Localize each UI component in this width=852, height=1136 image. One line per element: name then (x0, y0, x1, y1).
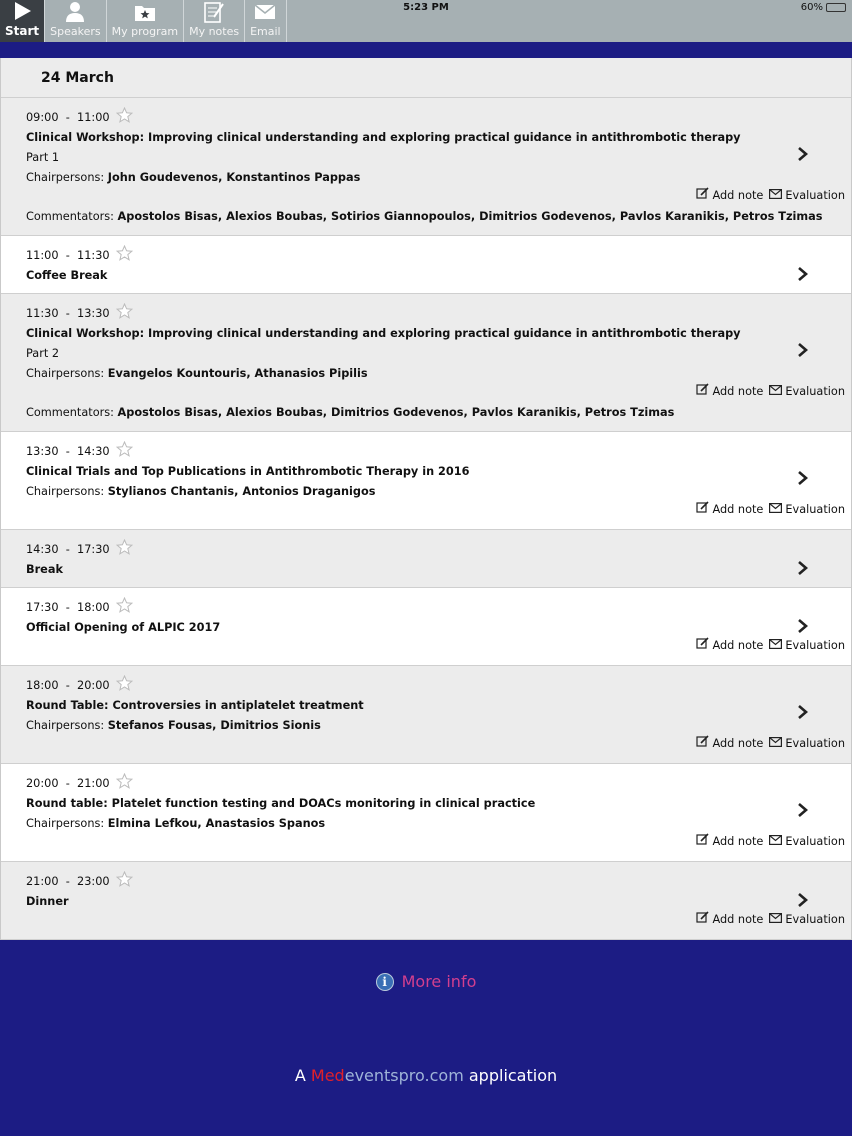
chevron-right-icon[interactable] (797, 704, 809, 720)
evaluation-label: Evaluation (785, 835, 845, 848)
edit-icon (696, 186, 709, 206)
evaluation-label: Evaluation (785, 385, 845, 398)
envelope-icon (769, 832, 782, 852)
evaluation-button[interactable] (769, 382, 845, 402)
session-start: 21:00 (26, 875, 59, 888)
envelope-icon (769, 500, 782, 520)
add-note-label: Add note (712, 835, 764, 848)
session-list (1, 98, 851, 940)
evaluation-label: Evaluation (785, 737, 845, 750)
battery-status (801, 2, 846, 13)
edit-icon (696, 832, 709, 852)
chairpersons-label: Chairpersons: (26, 817, 105, 830)
commentators-names: Apostolos Bisas, Alexios Boubas, Sotirios Giannopoulos, Dimitrios Godevenos, Pavlos Karanikis, Petros Tzimas (117, 210, 823, 223)
chairpersons-names: Evangelos Kountouris, Athanasios Pipilis (107, 367, 368, 380)
top-bar (0, 0, 852, 42)
favorite-star-icon[interactable] (116, 597, 133, 620)
session-title: Clinical Workshop: Improving clinical understanding and exploring practical guidance in antithrombotic therapy (26, 327, 741, 340)
session-part: Part 1 (26, 151, 60, 164)
chairpersons-label: Chairpersons: (26, 485, 105, 498)
tab-bar (0, 0, 287, 42)
time-separator: - (58, 111, 78, 124)
session-start: 18:00 (26, 679, 59, 692)
credit-events: eventspro (344, 1066, 425, 1085)
chairpersons-names: Stylianos Chantanis, Antonios Draganigos (107, 485, 376, 498)
session-time (26, 598, 851, 618)
session-actions (696, 636, 845, 656)
session-end: 23:00 (77, 875, 110, 888)
evaluation-button[interactable] (769, 734, 845, 754)
favorite-star-icon[interactable] (116, 245, 133, 268)
session-actions (696, 832, 845, 852)
favorite-star-icon[interactable] (116, 441, 133, 464)
add-note-label: Add note (712, 385, 764, 398)
envelope-icon (769, 186, 782, 206)
chevron-right-icon[interactable] (797, 146, 809, 162)
session-chairpersons (26, 814, 851, 834)
clock: 5:23 PM (403, 2, 449, 13)
edit-icon (696, 382, 709, 402)
tab-my-program[interactable] (107, 0, 184, 42)
time-separator: - (58, 875, 78, 888)
add-note-label: Add note (712, 913, 764, 926)
session-time (26, 872, 851, 892)
session-title: Round Table: Controversies in antiplatelet treatment (26, 699, 364, 712)
tab-my-program-label: My program (111, 25, 179, 38)
session-start: 09:00 (26, 111, 59, 124)
chairpersons-names: Stefanos Fousas, Dimitrios Sionis (107, 719, 321, 732)
envelope-icon (769, 636, 782, 656)
session-part: Part 2 (26, 347, 60, 360)
tab-speakers[interactable] (45, 0, 106, 42)
add-note-button[interactable] (696, 500, 763, 520)
chevron-right-icon[interactable] (797, 892, 809, 908)
session-time (26, 304, 851, 324)
envelope-icon (769, 734, 782, 754)
session-row[interactable] (1, 530, 851, 588)
evaluation-label: Evaluation (785, 639, 845, 652)
more-info-label: More info (401, 972, 477, 991)
app-credit (0, 1066, 852, 1085)
session-start: 17:30 (26, 601, 59, 614)
chevron-right-icon[interactable] (797, 470, 809, 486)
notepad-icon (203, 1, 225, 23)
session-row[interactable] (1, 862, 851, 940)
session-start: 11:30 (26, 307, 59, 320)
envelope-icon (769, 382, 782, 402)
session-start: 11:00 (26, 249, 59, 262)
tab-email[interactable] (245, 0, 287, 42)
chairpersons-names: John Goudevenos, Konstantinos Pappas (107, 171, 361, 184)
time-separator: - (58, 543, 78, 556)
session-time (26, 774, 851, 794)
session-time (26, 246, 851, 266)
add-note-label: Add note (712, 639, 764, 652)
session-row[interactable] (1, 294, 851, 432)
favorite-star-icon[interactable] (116, 675, 133, 698)
time-separator: - (58, 679, 78, 692)
session-title: Official Opening of ALPIC 2017 (26, 621, 221, 634)
more-info-link[interactable] (0, 972, 852, 991)
evaluation-button[interactable] (769, 186, 845, 206)
session-actions (696, 186, 845, 206)
favorite-star-icon[interactable] (116, 539, 133, 562)
evaluation-label: Evaluation (785, 189, 845, 202)
add-note-button[interactable] (696, 832, 763, 852)
session-end: 20:00 (77, 679, 110, 692)
edit-icon (696, 500, 709, 520)
favorite-star-icon[interactable] (116, 303, 133, 326)
session-time (26, 108, 851, 128)
session-chairpersons (26, 364, 851, 384)
credit-suffix: application (468, 1066, 558, 1085)
session-start: 20:00 (26, 777, 59, 790)
add-note-label: Add note (712, 189, 764, 202)
tab-email-label: Email (250, 25, 281, 38)
chevron-right-icon[interactable] (797, 618, 809, 634)
session-end: 18:00 (77, 601, 110, 614)
session-end: 13:30 (77, 307, 110, 320)
favorite-star-icon[interactable] (116, 773, 133, 796)
favorite-star-icon[interactable] (116, 107, 133, 130)
evaluation-button[interactable] (769, 636, 845, 656)
evaluation-button[interactable] (769, 832, 845, 852)
session-title: Round table: Platelet function testing and DOACs monitoring in clinical practice (26, 797, 536, 810)
add-note-button[interactable] (696, 186, 763, 206)
commentators-names: Apostolos Bisas, Alexios Boubas, Dimitrios Godevenos, Pavlos Karanikis, Petros Tzimas (117, 406, 675, 419)
evaluation-label: Evaluation (785, 503, 845, 516)
info-icon: i (376, 973, 394, 991)
session-row[interactable] (1, 666, 851, 764)
time-separator: - (58, 249, 78, 262)
session-row[interactable] (1, 236, 851, 294)
tab-my-notes-label: My notes (189, 25, 240, 38)
evaluation-label: Evaluation (785, 913, 845, 926)
session-actions (696, 382, 845, 402)
session-time (26, 540, 851, 560)
time-separator: - (58, 307, 78, 320)
program-list (0, 58, 852, 940)
evaluation-button[interactable] (769, 500, 845, 520)
time-separator: - (58, 777, 78, 790)
chairpersons-names: Elmina Lefkou, Anastasios Spanos (107, 817, 326, 830)
day-header: 24 March (1, 58, 851, 98)
session-end: 14:30 (77, 445, 110, 458)
chevron-right-icon[interactable] (797, 266, 809, 282)
session-row[interactable] (1, 432, 851, 530)
edit-icon (696, 636, 709, 656)
add-note-button[interactable] (696, 382, 763, 402)
session-time (26, 676, 851, 696)
commentators-label: Commentators: (26, 406, 114, 419)
credit-com: .com (424, 1066, 464, 1085)
battery-percent: 60% (800, 2, 823, 13)
tab-start[interactable] (0, 0, 45, 42)
session-chairpersons (26, 482, 851, 502)
tab-start-label: Start (5, 24, 40, 38)
chairpersons-label: Chairpersons: (26, 171, 105, 184)
person-icon (64, 1, 86, 23)
time-separator: - (58, 601, 78, 614)
session-title: Clinical Workshop: Improving clinical understanding and exploring practical guidance in antithrombotic therapy (26, 131, 741, 144)
favorite-star-icon[interactable] (116, 871, 133, 894)
session-actions (696, 500, 845, 520)
add-note-button[interactable] (696, 910, 763, 930)
session-end: 21:00 (77, 777, 110, 790)
session-chairpersons (26, 168, 851, 188)
chairpersons-label: Chairpersons: (26, 367, 105, 380)
chairpersons-label: Chairpersons: (26, 719, 105, 732)
chevron-right-icon[interactable] (797, 802, 809, 818)
session-commentators (26, 403, 674, 423)
commentators-label: Commentators: (26, 210, 114, 223)
time-separator: - (58, 445, 78, 458)
session-row[interactable] (1, 588, 851, 666)
session-time (26, 442, 851, 462)
battery-icon (826, 3, 846, 12)
play-icon (12, 0, 32, 22)
session-title: Break (26, 563, 63, 576)
envelope-icon (254, 1, 276, 23)
add-note-label: Add note (712, 503, 764, 516)
evaluation-button[interactable] (769, 910, 845, 930)
add-note-label: Add note (712, 737, 764, 750)
session-start: 14:30 (26, 543, 59, 556)
edit-icon (696, 910, 709, 930)
session-start: 13:30 (26, 445, 59, 458)
session-end: 11:00 (77, 111, 110, 124)
credit-med: Med (310, 1066, 345, 1085)
envelope-icon (769, 910, 782, 930)
add-note-button[interactable] (696, 734, 763, 754)
session-title: Coffee Break (26, 269, 108, 282)
tab-speakers-label: Speakers (50, 25, 101, 38)
chevron-right-icon[interactable] (797, 342, 809, 358)
medeventspro-logo (311, 1066, 464, 1085)
session-commentators (26, 207, 823, 227)
edit-icon (696, 734, 709, 754)
header-band (0, 42, 852, 58)
session-chairpersons (26, 716, 851, 736)
session-title: Clinical Trials and Top Publications in Antithrombotic Therapy in 2016 (26, 465, 470, 478)
session-row[interactable] (1, 98, 851, 236)
session-actions (696, 910, 845, 930)
add-note-button[interactable] (696, 636, 763, 656)
credit-prefix: A (294, 1066, 306, 1085)
session-actions (696, 734, 845, 754)
chevron-right-icon[interactable] (797, 560, 809, 576)
session-end: 17:30 (77, 543, 110, 556)
tab-my-notes[interactable] (184, 0, 245, 42)
session-end: 11:30 (77, 249, 110, 262)
session-title: Dinner (26, 895, 69, 908)
session-row[interactable] (1, 764, 851, 862)
folder-star-icon (134, 1, 156, 23)
